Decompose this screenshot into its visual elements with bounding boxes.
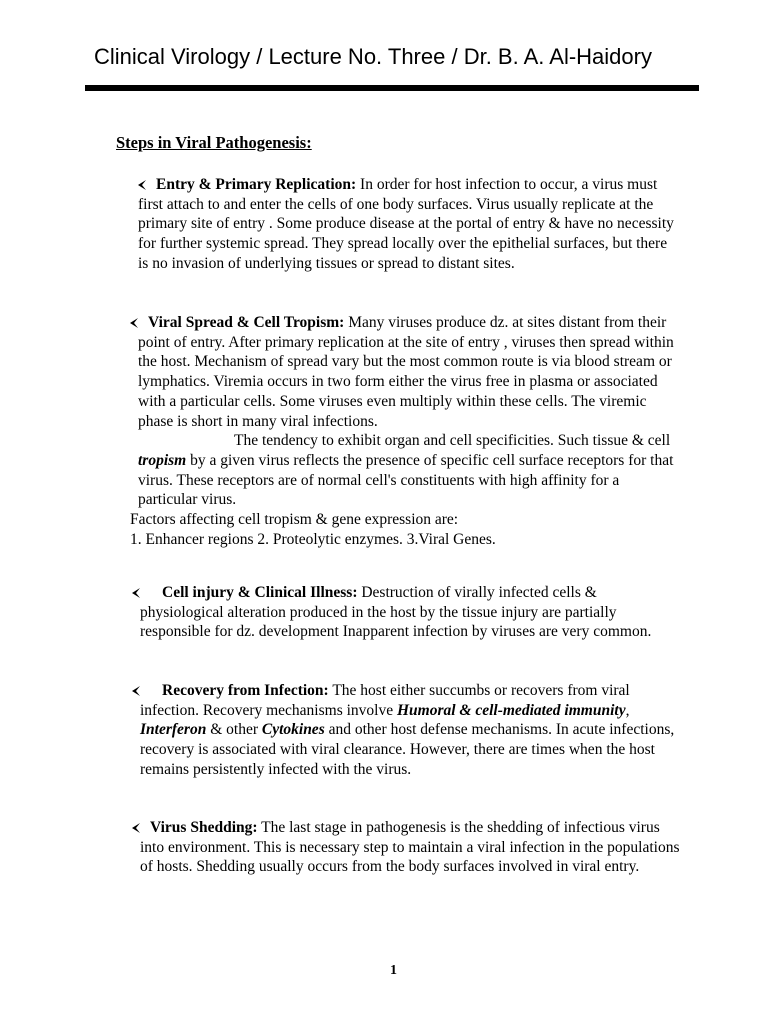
arrowhead-left-icon [130,316,138,327]
arrowhead-left-icon [132,684,140,695]
tropism-text-a: The tendency to exhibit organ and cell specificities. Such tissue & cell [234,432,671,450]
arrowhead-left-icon [132,586,140,597]
term-interferon: Interferon [140,721,207,739]
tropism-term: tropism [138,451,187,469]
item-text: Many viruses produce dz. at sites distant from their point of entry. After primary replication at the site of entry , viruses then spread within the host. Mechanism of spread vary but the most common route is via blood stream or lymphatics. Viremia occurs in two form either the virus free in plasma or associated with a particular cells. Some viruses even multiply within these cells. The viremic phase is short in many viral infections. [138,314,674,430]
page-number: 1 [390,963,397,978]
section-heading: Steps in Viral Pathogenesis: [116,133,312,152]
arrowhead-left-icon [138,178,146,189]
item-heading: Viral Spread & Cell Tropism: [148,314,345,331]
item-heading: Virus Shedding: [150,819,258,836]
item-recovery [132,681,680,780]
header-title: Clinical Virology / Lecture No. Three / Dr. B. A. Al-Haidory [94,44,652,69]
separator: & other [206,721,262,739]
item-entry-primary-replication [138,175,678,274]
item-text-a: The host either succumbs or recovers from viral infection. Recovery mechanisms involve [140,682,630,719]
item-heading: Cell injury & Clinical Illness: [162,584,358,601]
arrowhead-left-icon [132,821,140,832]
separator: , [625,701,630,719]
factors-list: 1. Enhancer regions 2. Proteolytic enzymes. 3.Viral Genes. [130,530,496,548]
tropism-paragraph [138,431,678,510]
item-text: The last stage in pathogenesis is the shedding of infectious virus into environment. This is necessary step to maintain a viral infection in the populations of hosts. Shedding usually occurs from the body surfaces involved in viral entry. [140,819,680,876]
item-heading: Entry & Primary Replication: [156,176,357,193]
item-text-b: and other host defense mechanisms. In acute infections, recovery is associated with viral clearance. However, there are times when the host remains persistently infected with the virus. [140,721,675,778]
term-cytokines: Cytokines [261,721,325,739]
item-text: In order for host infection to occur, a virus must first attach to and enter the cells of one body surfaces. Virus usually replicate at the primary site of entry . Some produce disease at the portal of entry & have no necessity for further systemic spread. They spread locally over the epithelial surfaces, but there is no invasion of underlying tissues or spread to distant sites. [138,176,674,272]
item-text: Destruction of virally infected cells & physiological alteration produced in the host by the tissue injury are partially responsible for dz. development Inapparent infection by viruses are very common. [140,584,652,641]
item-virus-shedding [132,818,680,877]
item-heading: Recovery from Infection: [162,682,329,699]
header-rule [85,85,699,91]
tropism-text-b: by a given virus reflects the presence of specific cell surface receptors for that virus. These receptors are of normal cell's constituents with high affinity for a particular virus. [138,451,674,509]
item-cell-injury [132,583,680,642]
item-viral-spread [130,313,678,549]
factors-label: Factors affecting cell tropism & gene expression are: [130,511,459,529]
term-humoral-immunity: Humoral & cell-mediated immunity [396,701,626,719]
